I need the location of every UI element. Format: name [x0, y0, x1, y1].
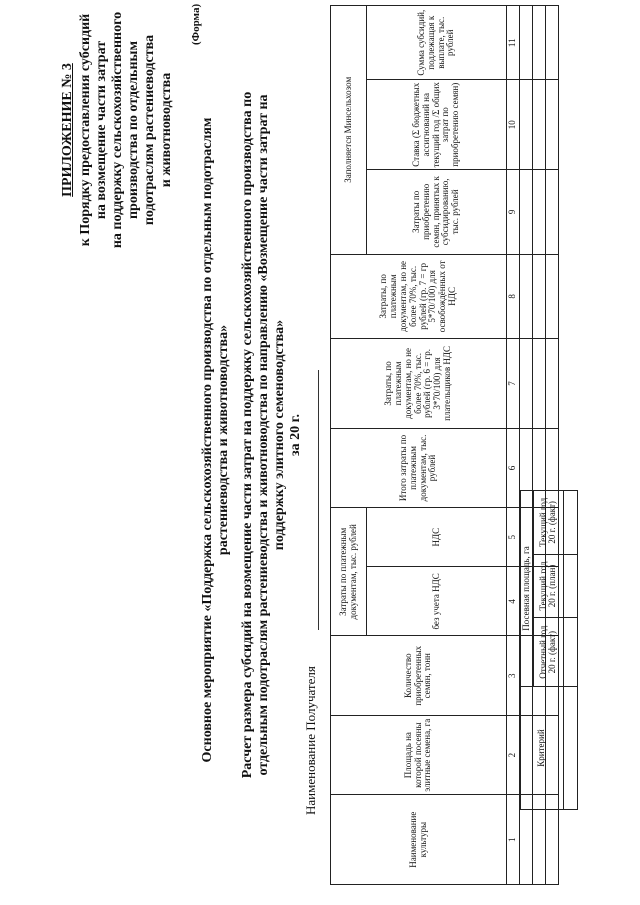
calculation-title — [240, 45, 304, 825]
criteria-table — [520, 490, 578, 810]
column-number: 9 — [507, 170, 520, 255]
criteria-current-year-fact-value: 20 г. (факт) — [547, 501, 558, 544]
header-subsidy-amount: Сумма субсидий, подлежащая к выплате, тыс. рублей — [367, 6, 507, 80]
header-crop-name: Наименование культуры — [331, 795, 507, 885]
form-note: (Форма) — [190, 3, 202, 45]
header-ministry-group: Заполняется Минсельхозом — [331, 6, 367, 255]
appendix-title: ПРИЛОЖЕНИЕ № 3 — [60, 63, 75, 197]
column-number: 6 — [507, 428, 520, 507]
column-number: 3 — [507, 636, 520, 715]
criteria-current-year-plan — [533, 554, 563, 618]
header-vat: НДС — [367, 508, 507, 567]
appendix-line-5: подотраслям растениеводства — [142, 34, 158, 226]
column-number: 5 — [507, 508, 520, 567]
criteria-label: Критерий — [521, 687, 564, 810]
criteria-reporting-year — [533, 618, 563, 687]
main-event-line-2: растениеводства и животноводства» — [216, 324, 232, 556]
appendix-line-3: на поддержку сельскохозяйственного — [110, 11, 126, 249]
recipient-underline — [318, 370, 319, 630]
column-number: 2 — [507, 715, 520, 794]
header-subsidized-costs: Затраты по приобретению семян, принятых к субсидированию, тыс. рублей — [367, 170, 507, 255]
column-number: 11 — [507, 6, 520, 80]
criteria-reporting-year-label: Отчетный год — [537, 625, 548, 679]
column-numbers-row — [507, 6, 520, 885]
calc-title-line-4: за 20 г. — [288, 414, 304, 456]
header-area: Площадь на которой посеяны элитные семена, га — [331, 715, 507, 794]
calc-title-line-1: Расчет размера субсидий на возмещение части затрат на поддержку сельскохозяйственного производства по — [240, 91, 255, 779]
criteria-current-year-fact — [533, 491, 563, 555]
calc-title-line-2: отдельным подотраслям растениеводства и животноводства по направлению «Возмещение части затрат на — [256, 94, 272, 776]
main-event-line-1: Основное мероприятие «Поддержка сельскохозяйственного производства по отдельным подотраслям — [200, 117, 215, 763]
column-number: 1 — [507, 795, 520, 885]
criteria-current-year-plan-label: Текущий год — [537, 561, 548, 611]
appendix-block — [60, 5, 175, 255]
appendix-line-1: к Порядку предоставления субсидий — [78, 13, 94, 247]
criteria-row — [563, 491, 577, 810]
main-event-title — [200, 55, 232, 825]
header-seed-quantity: Количество приобретенных семян, тонн — [331, 636, 507, 715]
recipient-label: Наименование Получателя — [303, 666, 318, 815]
criteria-current-year-fact-label: Текущий год — [537, 497, 548, 547]
header-costs-vat-payers: Затраты, по платежным документам, но не более 70%, тыс. рублей (гр. 6 = гр. 3*70/100) для плательщиков НДС — [331, 339, 507, 429]
appendix-line-2: на возмещение части затрат — [94, 40, 110, 220]
column-number: 10 — [507, 80, 520, 170]
criteria-area-group: Посевная площадь, га — [521, 491, 534, 687]
appendix-line-6: и животноводства — [158, 72, 174, 188]
criteria-reporting-year-value: 20 г. (факт) — [547, 630, 558, 674]
column-number: 8 — [507, 254, 520, 339]
column-number: 7 — [507, 339, 520, 429]
appendix-line-4: производства по отдельным — [126, 41, 142, 220]
calc-title-line-3: поддержку элитного семеноводства» — [272, 319, 288, 551]
header-excl-vat: без учета НДС — [367, 567, 507, 636]
column-number: 4 — [507, 567, 520, 636]
header-costs-vat-exempt: Затраты, по платежным документам, но не более 70%, тыс. рублей (гр. 7 = гр 5*70/100) для освобождённых от НДС — [331, 254, 507, 339]
header-rate: Ставка (Σ бюджетных ассигнований на текущий год /Σ общих затрат по приобретению семян) — [367, 80, 507, 170]
criteria-current-year-plan-value: 20 г. (план) — [547, 564, 558, 608]
header-payment-costs-group: Затраты по платежным документам, тыс. рублей — [331, 508, 367, 636]
header-total-costs: Итого затраты по платежным документам, тыс. рублей — [331, 428, 507, 507]
